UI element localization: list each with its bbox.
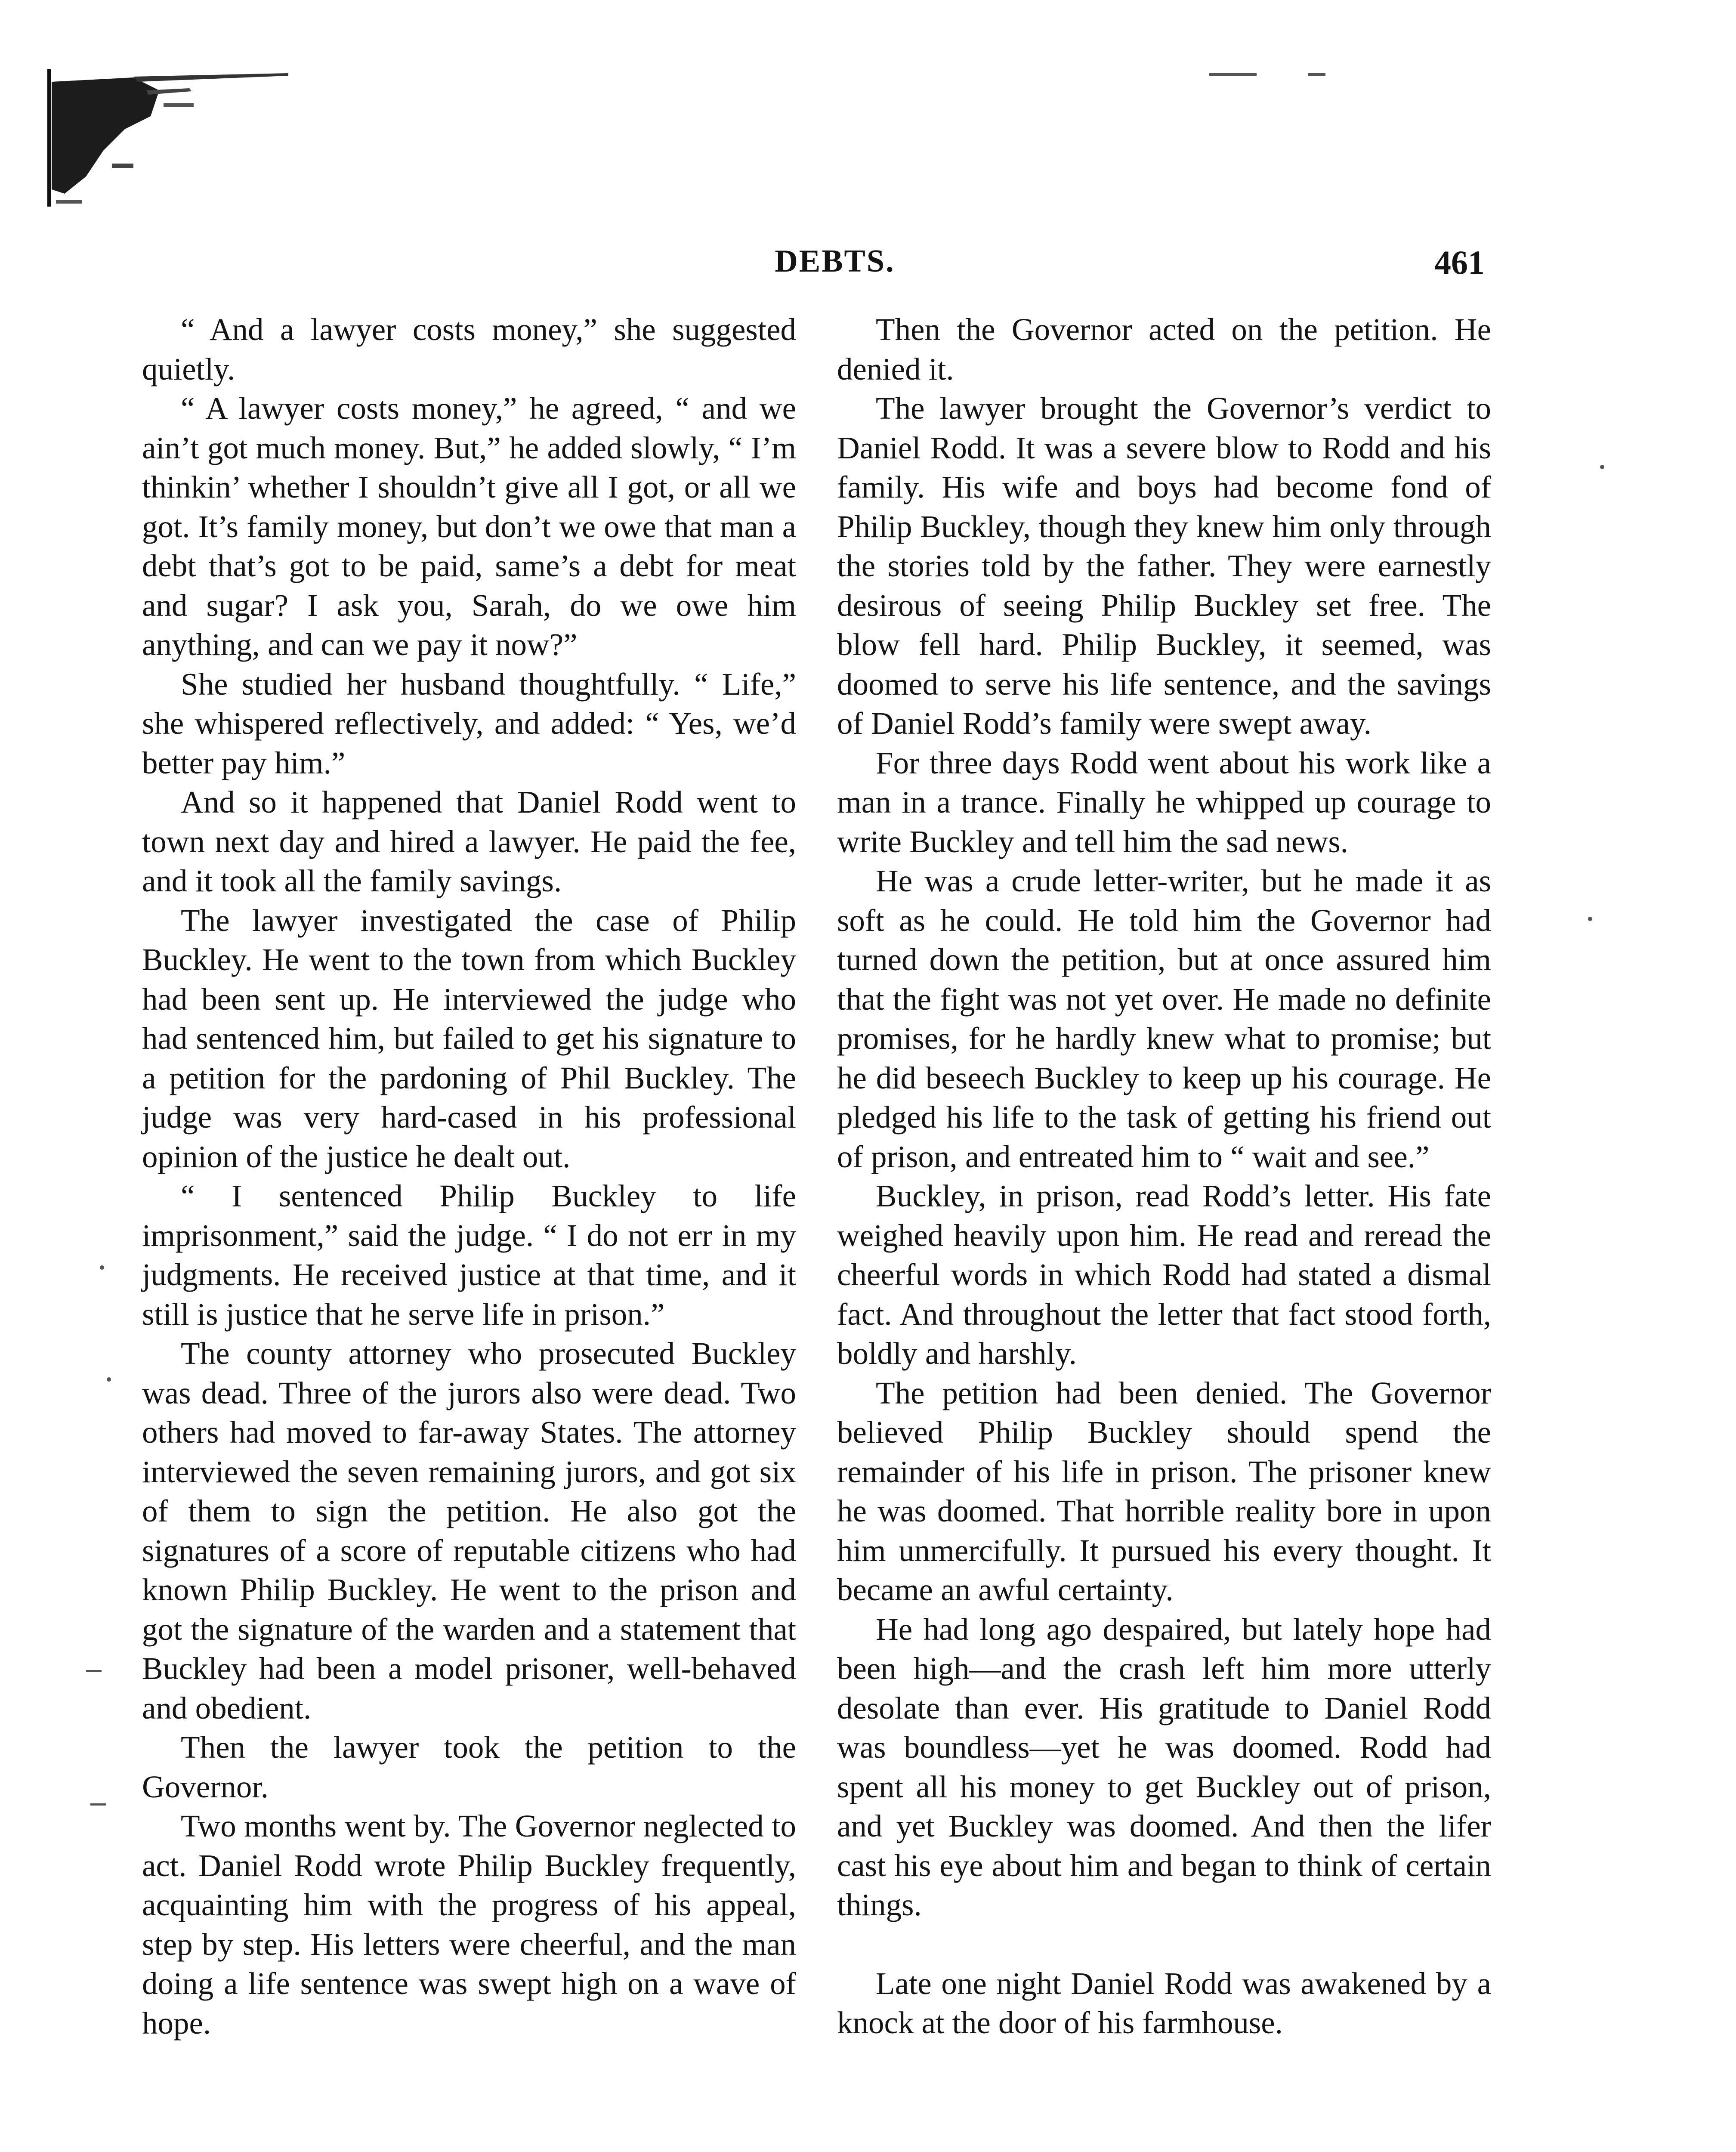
scan-speck	[86, 1670, 102, 1672]
paragraph: Late one night Daniel Rodd was awakened by a knock at the door of his farmhouse.	[837, 1966, 1491, 2040]
page-number: 461	[1434, 244, 1485, 281]
paragraph: “ I sentenced Philip Buckley to life imprisonment,” said the judge. “ I do not err in my judgments. He received justice at that time, and it still is justice that he serve life in prison.”	[142, 1178, 796, 1332]
paragraph: For three days Rodd went about his work like a man in a trance. Finally he whipped up courage to write Buckley and tell him the sad news.	[837, 745, 1491, 859]
scan-dash-mark	[1209, 73, 1257, 76]
scan-speck	[1600, 465, 1604, 469]
scan-speck	[100, 1265, 104, 1270]
paragraph: The lawyer brought the Governor’s verdict to Daniel Rodd. It was a severe blow to Rodd and his family. His wife and boys had become fond of Philip Buckley, though they knew him only through the stories told by the father. They were earnestly desirous of seeing Philip Buckley set free. The blow fell hard. Philip Buckley, it seemed, was doomed to serve his life sentence, and the savings of Daniel Rodd’s family were swept away.	[837, 391, 1491, 741]
paragraph: The lawyer investigated the case of Philip Buckley. He went to the town from which Buckley had been sent up. He interviewed the judge who had sentenced him, but failed to get his signature to a petition for the pardoning of Phil Buckley. The judge was very hard-cased in his professional opinion of the justice he dealt out.	[142, 903, 796, 1174]
paragraph: Buckley, in prison, read Rodd’s letter. His fate weighed heavily upon him. He read and reread the cheerful words in which Rodd had stated a dismal fact. And throughout the letter that fact stood forth, boldly and harshly.	[837, 1178, 1491, 1371]
scan-speck	[1588, 917, 1592, 921]
paragraph: Then the lawyer took the petition to the Governor.	[142, 1730, 796, 1804]
paragraph: He was a crude letter-writer, but he made it as soft as he could. He told him the Governor had turned down the petition, but at once assured him that the fight was not yet over. He made no definite promises, for he hardly knew what to promise; but he did beseech Buckley to keep up his courage. He pledged his life to the task of getting his friend out of prison, and entreated him to “ wait and see.”	[837, 863, 1491, 1174]
paragraph: And so it happened that Daniel Rodd went to town next day and hired a lawyer. He paid the fee, and it took all the family savings.	[142, 785, 796, 898]
scan-speck	[107, 1377, 111, 1382]
paragraph: Then the Governor acted on the petition. He denied it.	[837, 312, 1491, 386]
scan-dash-mark	[1308, 73, 1325, 76]
paragraph: He had long ago despaired, but lately hope had been high—and the crash left him more utterly desolate than ever. His gratitude to Daniel Rodd was boundless—yet he was doomed. Rodd had spent all his money to get Buckley out of prison, and yet Buckley was doomed. And then the lifer cast his eye about him and began to think of certain things.	[837, 1611, 1491, 1922]
page-header	[0, 243, 1736, 286]
paragraph: “ A lawyer costs money,” he agreed, “ and we ain’t got much money. But,” he added slowly, “ I’m thinkin’ whether I shouldn’t give all I got, or all we got. It’s family money, but don’t we owe that man a debt that’s got to be paid, same’s a debt for meat and sugar? I ask you, Sarah, do we owe him anything, and can we pay it now?”	[142, 391, 796, 662]
paragraph: The county attorney who prosecuted Buckley was dead. Three of the jurors also were dead. Two others had moved to far-away States. The attorney interviewed the seven remaining jurors, and got six of them to sign the petition. He also got the signatures of a score of reputable citizens who had known Philip Buckley. He went to the prison and got the signature of the warden and a statement that Buckley had been a model prisoner, well-behaved and obedient.	[142, 1336, 796, 1725]
paragraph: “ And a lawyer costs money,” she suggested quietly.	[142, 312, 796, 386]
right-column	[837, 310, 1491, 2043]
scan-speck	[90, 1803, 106, 1806]
running-head: DEBTS.	[775, 244, 895, 279]
paragraph: She studied her husband thoughtfully. “ Life,” she whispered reflectively, and added: “ Yes, we’d better pay him.”	[142, 666, 796, 780]
paragraph: The petition had been denied. The Governor believed Philip Buckley should spend the remainder of his life in prison. The prisoner knew he was doomed. That horrible reality bore in upon him unmercifully. It pursued his every thought. It became an awful certainty.	[837, 1375, 1491, 1607]
scan-artifact-mark	[47, 65, 288, 207]
left-column	[142, 310, 796, 2043]
paragraph: Two months went by. The Governor neglected to act. Daniel Rodd wrote Philip Buckley frequently, acquainting him with the progress of his appeal, step by step. His letters were cheerful, and the man doing a life sentence was swept high on a wave of hope.	[142, 1809, 796, 2041]
